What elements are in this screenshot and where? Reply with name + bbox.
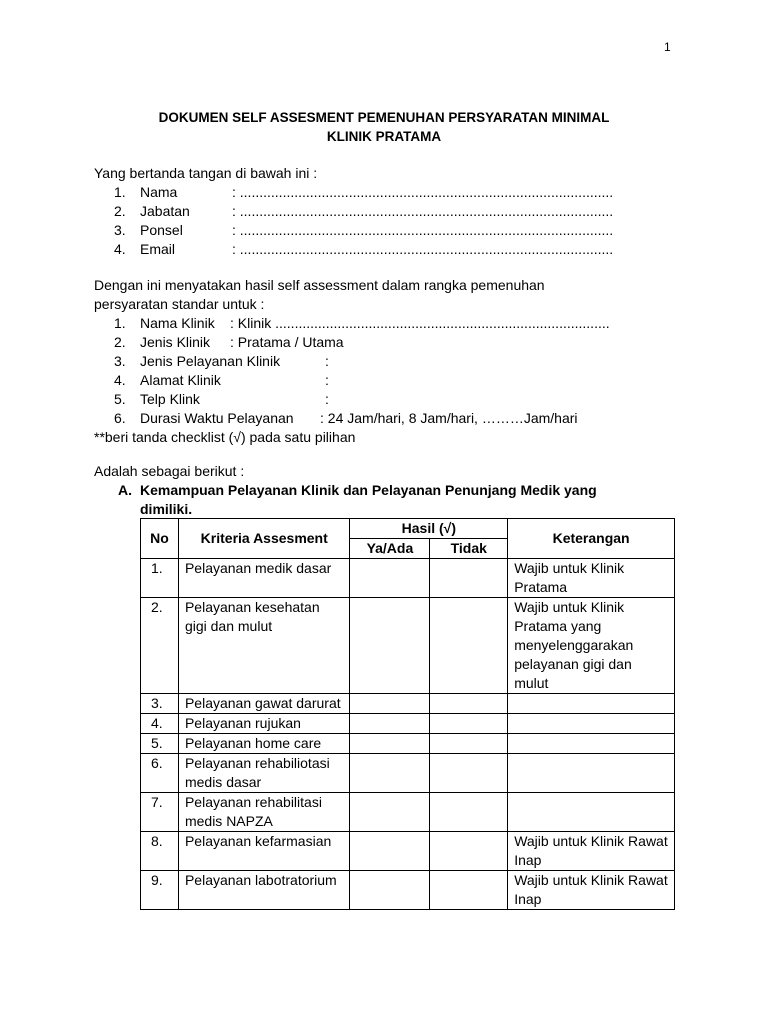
header-kriteria: Kriteria Assesment: [178, 519, 350, 559]
field-label: Nama Klinik: [140, 315, 215, 331]
cell-ya[interactable]: [350, 754, 430, 793]
cell-kriteria: Pelayanan kefarmasian: [178, 832, 350, 871]
field-number: 5.: [114, 391, 126, 407]
cell-tidak[interactable]: [430, 694, 508, 714]
cell-tidak[interactable]: [430, 754, 508, 793]
cell-no: 1.: [141, 559, 179, 598]
document-title: [0, 108, 768, 146]
cell-tidak[interactable]: [430, 598, 508, 694]
checklist-note: **beri tanda checklist (√) pada satu pilihan: [94, 429, 356, 445]
cell-kriteria: Pelayanan gawat darurat: [178, 694, 350, 714]
cell-ya[interactable]: [350, 598, 430, 694]
cell-keterangan: [508, 734, 675, 754]
cell-no: 8.: [141, 832, 179, 871]
field-value: : Klinik ......................................................................................: [230, 315, 610, 331]
field-label: Email: [140, 241, 176, 257]
field-value: :: [325, 372, 329, 388]
cell-keterangan: Wajib untuk Klinik Rawat Inap: [508, 832, 675, 871]
section-title-cont: [94, 500, 694, 519]
clinic-field: [94, 409, 694, 428]
cell-kriteria: Pelayanan rujukan: [178, 714, 350, 734]
cell-tidak[interactable]: [430, 559, 508, 598]
section-title-line-2: dimiliki.: [140, 501, 193, 517]
cell-no: 9.: [141, 871, 179, 910]
page-number: 1: [664, 40, 671, 54]
cell-keterangan: [508, 754, 675, 793]
clinic-field: [94, 352, 694, 371]
table-row: [141, 734, 675, 754]
header-ya: Ya/Ada: [350, 539, 430, 559]
field-number: 3.: [114, 222, 126, 238]
field-label: Alamat Klinik: [140, 372, 221, 388]
cell-ya[interactable]: [350, 734, 430, 754]
field-label: Jabatan: [140, 203, 190, 219]
signer-field: [94, 202, 694, 221]
field-number: 2.: [114, 203, 126, 219]
field-label: Jenis Pelayanan Klinik: [140, 353, 281, 369]
field-value: :: [325, 391, 329, 407]
clinic-field: [94, 314, 694, 333]
field-value: : ................................................................................................: [232, 241, 614, 257]
table-row: [141, 598, 675, 694]
header-no: No: [141, 519, 179, 559]
table-header-row: [141, 519, 675, 539]
field-label: Ponsel: [140, 222, 183, 238]
cell-keterangan: [508, 793, 675, 832]
cell-keterangan: Wajib untuk Klinik Pratama: [508, 559, 675, 598]
cell-keterangan: [508, 694, 675, 714]
title-line-1: DOKUMEN SELF ASSESMENT PEMENUHAN PERSYARATAN MINIMAL: [158, 110, 610, 125]
section-title-line-1: Kemampuan Pelayanan Klinik dan Pelayanan Penunjang Medik yang: [140, 482, 597, 498]
field-number: 4.: [114, 372, 126, 388]
cell-no: 2.: [141, 598, 179, 694]
field-value: :: [325, 353, 329, 369]
cell-tidak[interactable]: [430, 832, 508, 871]
table-row: [141, 871, 675, 910]
table-row: [141, 832, 675, 871]
clinic-section: [94, 276, 694, 447]
field-number: 1.: [114, 184, 126, 200]
cell-keterangan: [508, 714, 675, 734]
field-label: Telp Klink: [140, 391, 200, 407]
cell-ya[interactable]: [350, 793, 430, 832]
cell-kriteria: Pelayanan home care: [178, 734, 350, 754]
cell-keterangan: Wajib untuk Klinik Rawat Inap: [508, 871, 675, 910]
cell-kriteria: Pelayanan rehabilitasi medis NAPZA: [178, 793, 350, 832]
cell-kriteria: Pelayanan kesehatan gigi dan mulut: [178, 598, 350, 694]
cell-ya[interactable]: [350, 559, 430, 598]
header-tidak: Tidak: [430, 539, 508, 559]
field-value: : Pratama / Utama: [230, 334, 344, 350]
cell-keterangan: Wajib untuk Klinik Pratama yang menyelenggarakan pelayanan gigi dan mulut: [508, 598, 675, 694]
field-number: 1.: [114, 315, 126, 331]
signer-field: [94, 221, 694, 240]
table-row: [141, 694, 675, 714]
field-label: Durasi Waktu Pelayanan: [140, 410, 294, 426]
field-value: : ................................................................................................: [232, 184, 614, 200]
cell-no: 3.: [141, 694, 179, 714]
header-hasil: Hasil (√): [350, 519, 508, 539]
field-number: 2.: [114, 334, 126, 350]
clinic-field: [94, 371, 694, 390]
cell-kriteria: Pelayanan labotratorium: [178, 871, 350, 910]
cell-kriteria: Pelayanan medik dasar: [178, 559, 350, 598]
signer-section: [94, 164, 694, 259]
cell-tidak[interactable]: [430, 871, 508, 910]
cell-no: 6.: [141, 754, 179, 793]
table-row: [141, 559, 675, 598]
section-title: [94, 481, 694, 500]
table-row: [141, 754, 675, 793]
field-value: : 24 Jam/hari, 8 Jam/hari, ………Jam/hari: [320, 410, 578, 426]
title-line-2: KLINIK PRATAMA: [326, 129, 442, 144]
section-a-header: [94, 462, 694, 519]
intro-text: Yang bertanda tangan di bawah ini :: [94, 165, 318, 181]
cell-ya[interactable]: [350, 871, 430, 910]
clinic-field: [94, 390, 694, 409]
field-value: : ................................................................................................: [232, 203, 614, 219]
cell-no: 7.: [141, 793, 179, 832]
cell-ya[interactable]: [350, 694, 430, 714]
table-row: [141, 714, 675, 734]
statement-line-2: persyaratan standar untuk :: [94, 296, 265, 312]
section-letter: A.: [118, 482, 132, 498]
cell-no: 4.: [141, 714, 179, 734]
assessment-table: [140, 518, 675, 910]
cell-kriteria: Pelayanan rehabiliotasi medis dasar: [178, 754, 350, 793]
signer-field: [94, 183, 694, 202]
table-row: [141, 793, 675, 832]
field-label: Jenis Klinik: [140, 334, 211, 350]
cell-no: 5.: [141, 734, 179, 754]
cell-tidak[interactable]: [430, 714, 508, 734]
field-value: : ................................................................................................: [232, 222, 614, 238]
signer-field: [94, 240, 694, 259]
clinic-field: [94, 333, 694, 352]
field-number: 6.: [114, 410, 126, 426]
field-number: 4.: [114, 241, 126, 257]
statement-line-1: Dengan ini menyatakan hasil self assessment dalam rangka pemenuhan: [94, 277, 545, 293]
cell-tidak[interactable]: [430, 734, 508, 754]
cell-ya[interactable]: [350, 714, 430, 734]
followup-text: Adalah sebagai berikut :: [94, 463, 245, 479]
cell-ya[interactable]: [350, 832, 430, 871]
field-number: 3.: [114, 353, 126, 369]
header-keterangan: Keterangan: [508, 519, 675, 559]
field-label: Nama: [140, 184, 178, 200]
cell-tidak[interactable]: [430, 793, 508, 832]
